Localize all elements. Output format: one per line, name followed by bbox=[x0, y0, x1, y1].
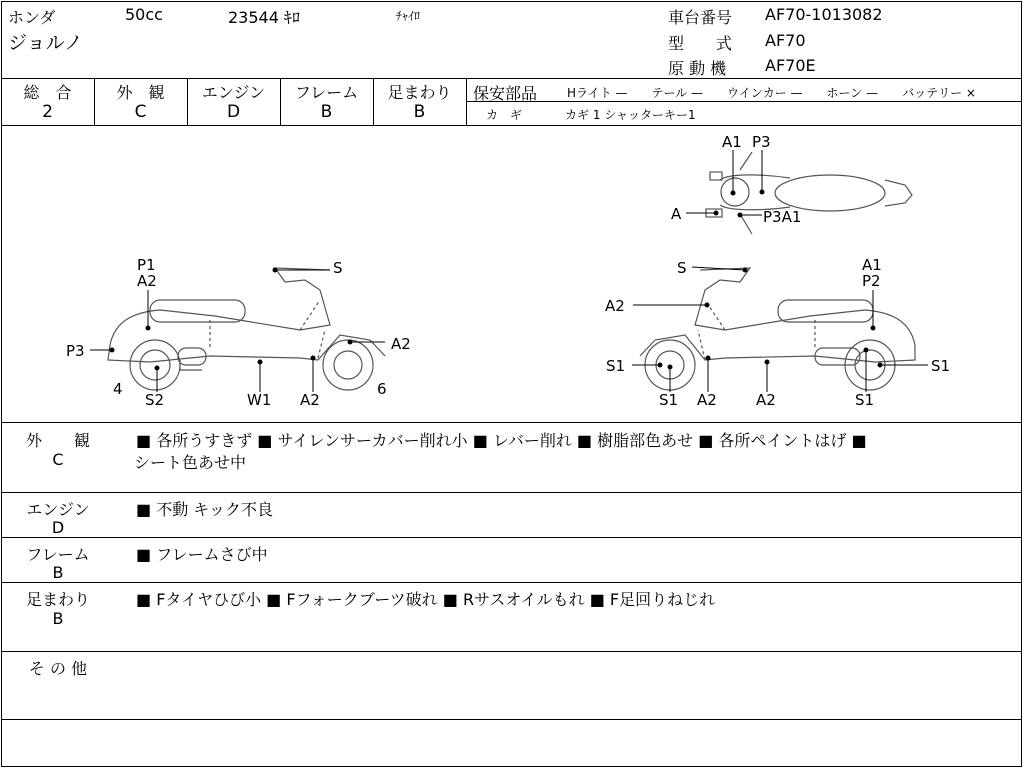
color: ﾁｬｲﾛ bbox=[396, 9, 421, 23]
damage-label: S1 bbox=[931, 357, 951, 375]
damage-label: A1 bbox=[862, 256, 882, 274]
maker: ホンダ bbox=[8, 8, 56, 27]
key-label: カ ギ bbox=[486, 108, 523, 122]
model-name: ジョルノ bbox=[8, 32, 83, 54]
rule bbox=[1, 582, 1022, 583]
damage-label: A2 bbox=[391, 335, 411, 353]
section-frame-label: フレーム bbox=[26, 545, 90, 564]
section-frame-text: ■ フレームさび中 bbox=[136, 545, 268, 564]
rule bbox=[1, 537, 1022, 538]
grade-exterior-label: 外 観 bbox=[116, 83, 165, 102]
top-scooter-drawing bbox=[706, 152, 912, 234]
displacement: 50cc bbox=[125, 5, 163, 24]
section-suspension-label: 足まわり bbox=[25, 590, 90, 609]
damage-label: A2 bbox=[300, 391, 320, 409]
grade-frame-value: B bbox=[320, 102, 333, 122]
damage-label: P1 bbox=[137, 256, 156, 274]
grade-total-value: 2 bbox=[42, 102, 53, 122]
damage-label: P3A1 bbox=[763, 208, 802, 226]
damage-label: S1 bbox=[606, 357, 626, 375]
damage-label: 4 bbox=[113, 380, 123, 398]
damage-label: 6 bbox=[377, 380, 387, 398]
damage-label: P2 bbox=[862, 272, 881, 290]
damage-label: A2 bbox=[605, 297, 625, 315]
rule bbox=[1, 719, 1022, 720]
section-engine-text: ■ 不動 キック不良 bbox=[136, 500, 273, 519]
section-frame-grade: B bbox=[52, 563, 64, 582]
section-engine-label: エンジン bbox=[26, 500, 90, 519]
safety-label: 保安部品 bbox=[473, 84, 538, 103]
section-exterior-text-2: シート色あせ中 bbox=[134, 453, 247, 472]
type-value: AF70 bbox=[765, 31, 806, 50]
damage-label: S2 bbox=[145, 391, 165, 409]
damage-label: A bbox=[671, 205, 682, 223]
frame-no: AF70-1013082 bbox=[765, 5, 883, 24]
section-suspension-text: ■ Fタイヤひび小 ■ Fフォークブーツ破れ ■ Rサスオイルもれ ■ F足回りねじれ bbox=[136, 590, 716, 609]
damage-label: S1 bbox=[855, 391, 875, 409]
type-label: 型 式 bbox=[668, 34, 733, 53]
section-exterior-text: ■ 各所うすきず ■ サイレンサーカバー削れ小 ■ レバー削れ ■ 樹脂部色あせ ■ 各所ペイントはげ ■ bbox=[136, 431, 867, 450]
grade-engine-value: D bbox=[226, 102, 241, 122]
rule bbox=[1, 651, 1022, 652]
damage-label: S bbox=[677, 259, 687, 277]
damage-label: S bbox=[333, 259, 343, 277]
section-suspension-grade: B bbox=[52, 609, 64, 628]
section-exterior-label: 外 観 bbox=[25, 431, 90, 450]
grade-exterior-value: C bbox=[134, 102, 147, 122]
damage-label: S1 bbox=[659, 391, 679, 409]
grade-total-label: 総 合 bbox=[23, 83, 72, 102]
mileage: 23544 ｷﾛ bbox=[228, 8, 300, 27]
key-value: カギ 1 シャッターキー1 bbox=[565, 108, 696, 122]
engine-label: 原 動 機 bbox=[668, 59, 727, 78]
damage-label: A2 bbox=[756, 391, 776, 409]
damage-label: A1 bbox=[722, 133, 742, 151]
grade-frame-label: フレーム bbox=[294, 83, 359, 102]
section-other-label: そ の 他 bbox=[28, 659, 88, 678]
damage-label: P3 bbox=[66, 342, 85, 360]
damage-label: A2 bbox=[697, 391, 717, 409]
safety-items: Hライト — テール — ウインカー — ホーン — バッテリー × bbox=[567, 86, 976, 100]
damage-label: A2 bbox=[137, 272, 157, 290]
engine-value: AF70E bbox=[765, 56, 816, 75]
frame-no-label: 車台番号 bbox=[668, 8, 733, 27]
damage-label: W1 bbox=[247, 391, 272, 409]
section-engine-grade: D bbox=[51, 518, 65, 537]
grade-engine-label: エンジン bbox=[201, 83, 266, 102]
damage-label: P3 bbox=[752, 133, 771, 151]
section-exterior-grade: C bbox=[52, 450, 64, 469]
rule bbox=[1, 492, 1022, 493]
grade-suspension-value: B bbox=[413, 102, 426, 122]
grade-suspension-label: 足まわり bbox=[387, 83, 452, 102]
